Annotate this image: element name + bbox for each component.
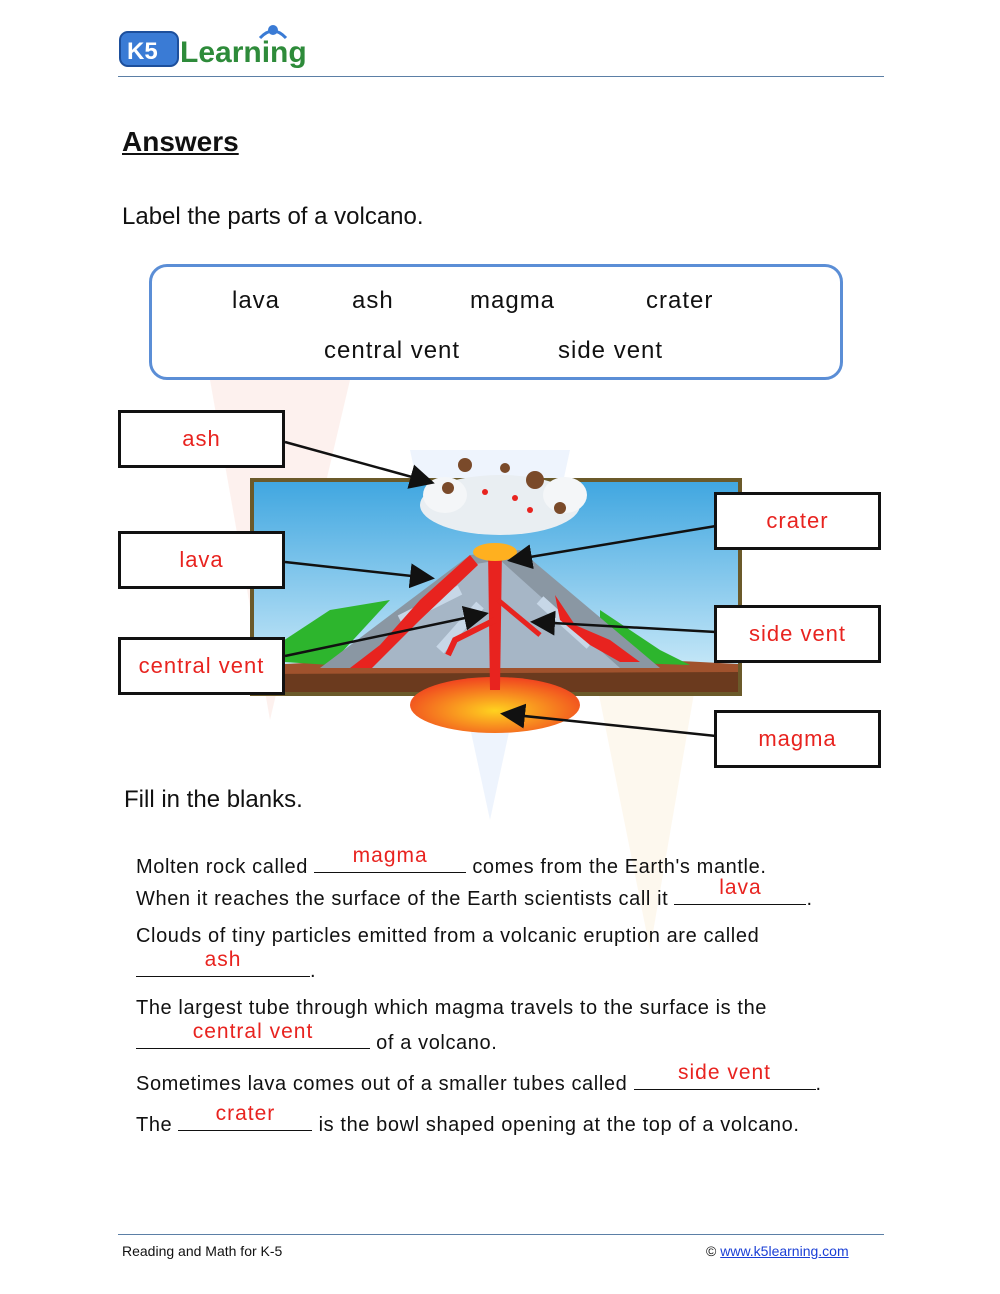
word-bank-item: side vent (558, 337, 664, 364)
answer-lava: lava (719, 876, 762, 899)
header-rule (118, 76, 884, 77)
answer-blank (136, 1020, 370, 1049)
word-bank-item: lava (232, 287, 281, 314)
sentence-text: of a volcano. (376, 1032, 498, 1054)
sentence-4 (136, 997, 767, 1020)
answer-magma: magma (352, 844, 428, 867)
sentence-2 (136, 876, 813, 911)
sentence-text: Clouds of tiny particles emitted from a volcanic eruption are called (136, 925, 760, 947)
sentence-text: is the bowl shaped opening at the top of a volcano. (318, 1114, 800, 1136)
sentence-3-cont (136, 948, 317, 983)
label-crater: crater (714, 492, 881, 550)
footer-tagline: Reading and Math for K-5 (122, 1243, 283, 1259)
answer-central-vent: central vent (192, 1020, 314, 1043)
word-bank-item: ash (352, 287, 394, 314)
sentence-6 (136, 1102, 800, 1137)
svg-text:K5: K5 (127, 38, 158, 65)
label-side-vent: side vent (714, 605, 881, 663)
label-lava: lava (118, 531, 285, 589)
sentence-text: Molten rock called (136, 856, 308, 878)
label-ash: ash (118, 410, 285, 468)
label-magma: magma (714, 710, 881, 768)
sentence-text: . (310, 960, 317, 982)
sentence-text: The (136, 1114, 173, 1136)
sentence-text: . (815, 1073, 822, 1095)
sentence-text: When it reaches the surface of the Earth scientists call it (136, 888, 669, 910)
instruction-fill-blanks: Fill in the blanks. (124, 786, 303, 813)
sentence-5 (136, 1061, 822, 1096)
answer-ash: ash (204, 948, 242, 971)
answer-blank (136, 948, 310, 977)
sentence-4-cont (136, 1020, 498, 1055)
answer-side-vent: side vent (677, 1061, 772, 1084)
instruction-label-parts: Label the parts of a volcano. (122, 203, 424, 230)
answer-crater: crater (215, 1102, 276, 1125)
sentence-text: comes from the Earth's mantle. (472, 856, 767, 878)
word-bank (149, 264, 843, 380)
label-central-vent: central vent (118, 637, 285, 695)
k5learning-link[interactable]: www.k5learning.com (720, 1243, 849, 1259)
sentence-3 (136, 925, 759, 948)
word-bank-item: central vent (324, 337, 461, 364)
sentence-text: . (806, 888, 813, 910)
word-bank-item: magma (470, 287, 556, 314)
sentence-text: Sometimes lava comes out of a smaller tubes called (136, 1073, 628, 1095)
copyright-symbol: © (706, 1243, 717, 1259)
page-title: Answers (122, 126, 239, 157)
answer-blank (178, 1102, 312, 1131)
volcano-diagram (0, 400, 1000, 780)
sentence-1 (136, 844, 767, 879)
footer-copyright (706, 1243, 849, 1259)
svg-text:Learning: Learning (180, 36, 307, 69)
answer-blank (314, 844, 466, 873)
footer-rule (118, 1234, 884, 1235)
word-bank-item: crater (646, 287, 714, 314)
sentence-text: The largest tube through which magma travels to the surface is the (136, 997, 768, 1019)
answer-blank (674, 876, 806, 905)
k5-learning-logo (118, 22, 338, 72)
answer-blank (634, 1061, 816, 1090)
